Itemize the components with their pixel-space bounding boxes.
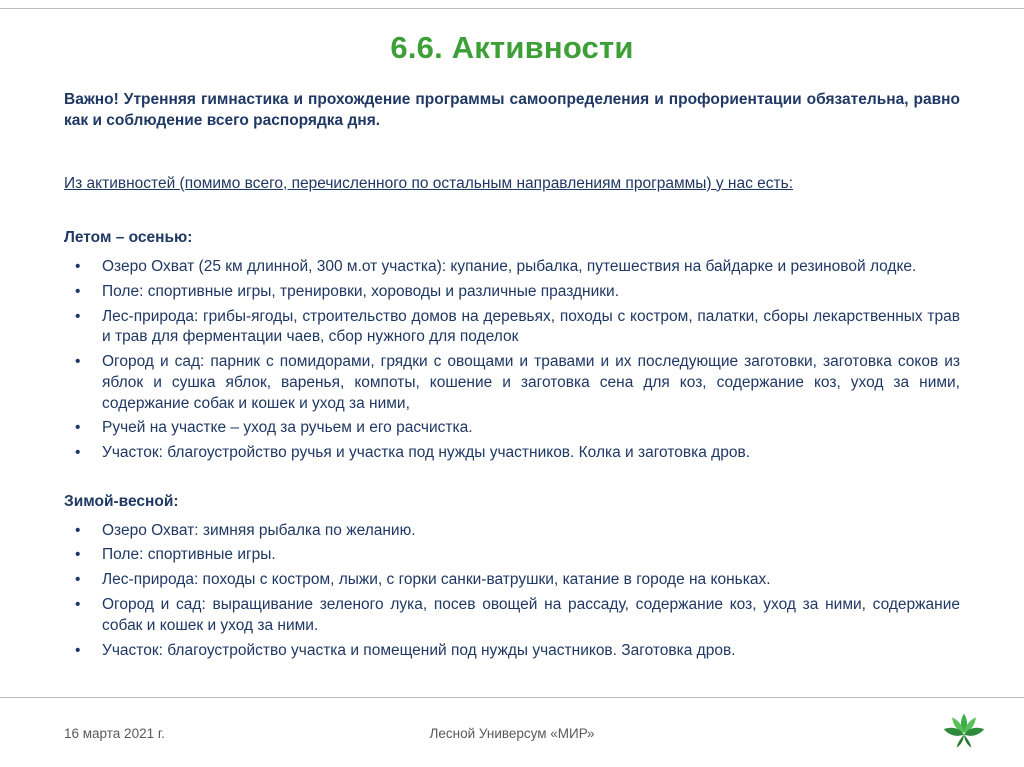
list-item: • Озеро Охват (25 км длинной, 300 м.от участка): купание, рыбалка, путешествия на байдарке и резиновой лодке. bbox=[102, 257, 960, 278]
top-divider bbox=[0, 8, 1024, 9]
slide-footer bbox=[0, 718, 1024, 758]
summer-bullet-list bbox=[64, 257, 960, 464]
list-item: • Лес-природа: походы с костром, лыжи, с горки санки-ватрушки, катание в городе на коньках. bbox=[102, 570, 960, 591]
list-item: • Участок: благоустройство ручья и участка под нужды участников. Колка и заготовка дров. bbox=[102, 443, 960, 464]
footer-title: Лесной Универсум «МИР» bbox=[429, 726, 595, 741]
list-item: • Ручей на участке – уход за ручьем и его расчистка. bbox=[102, 418, 960, 439]
list-item: • Поле: спортивные игры, тренировки, хороводы и различные праздники. bbox=[102, 282, 960, 303]
slide-body bbox=[0, 90, 1024, 661]
page-title: 6.6. Активности bbox=[390, 30, 634, 65]
intro-line bbox=[64, 174, 960, 195]
important-note: Важно! Утренняя гимнастика и прохождение программы самоопределения и профориентации обязательна, равно как и соблюдение всего распорядка дня. bbox=[64, 91, 960, 129]
list-item: • Огород и сад: парник с помидорами, грядки с овощами и травами и их последующие заготовки, заготовка соков из яблок и сушка яблок, варенья, компоты, кошение и заготовка сена для коз, содержание коз, уход за ними, содержание собак и кошек и уход за ними, bbox=[102, 352, 960, 414]
lotus-logo-icon bbox=[942, 712, 986, 753]
intro-text: Из активностей (помимо всего, перечисленного по остальным направлениям программы) у нас есть: bbox=[64, 174, 794, 192]
winter-bullet-list bbox=[64, 521, 960, 662]
list-item: • Поле: спортивные игры. bbox=[102, 545, 960, 566]
list-item: • Лес-природа: грибы-ягоды, строительство домов на деревьях, походы с костром, палатки, сборы лекарственных трав и трав для ферментации чаев, сбор нужного для поделок bbox=[102, 307, 960, 349]
section-heading-winter: Зимой-весной: bbox=[64, 492, 179, 510]
list-item: • Участок: благоустройство участка и помещений под нужды участников. Заготовка дров. bbox=[102, 641, 960, 662]
bottom-divider bbox=[0, 697, 1024, 698]
footer-date: 16 марта 2021 г. bbox=[64, 726, 165, 741]
list-item: • Озеро Охват: зимняя рыбалка по желанию. bbox=[102, 521, 960, 542]
list-item: • Огород и сад: выращивание зеленого лука, посев овощей на рассаду, содержание коз, уход за ними, содержание собак и кошек и уход за ними. bbox=[102, 595, 960, 637]
section-heading-summer: Летом – осенью: bbox=[64, 229, 193, 247]
